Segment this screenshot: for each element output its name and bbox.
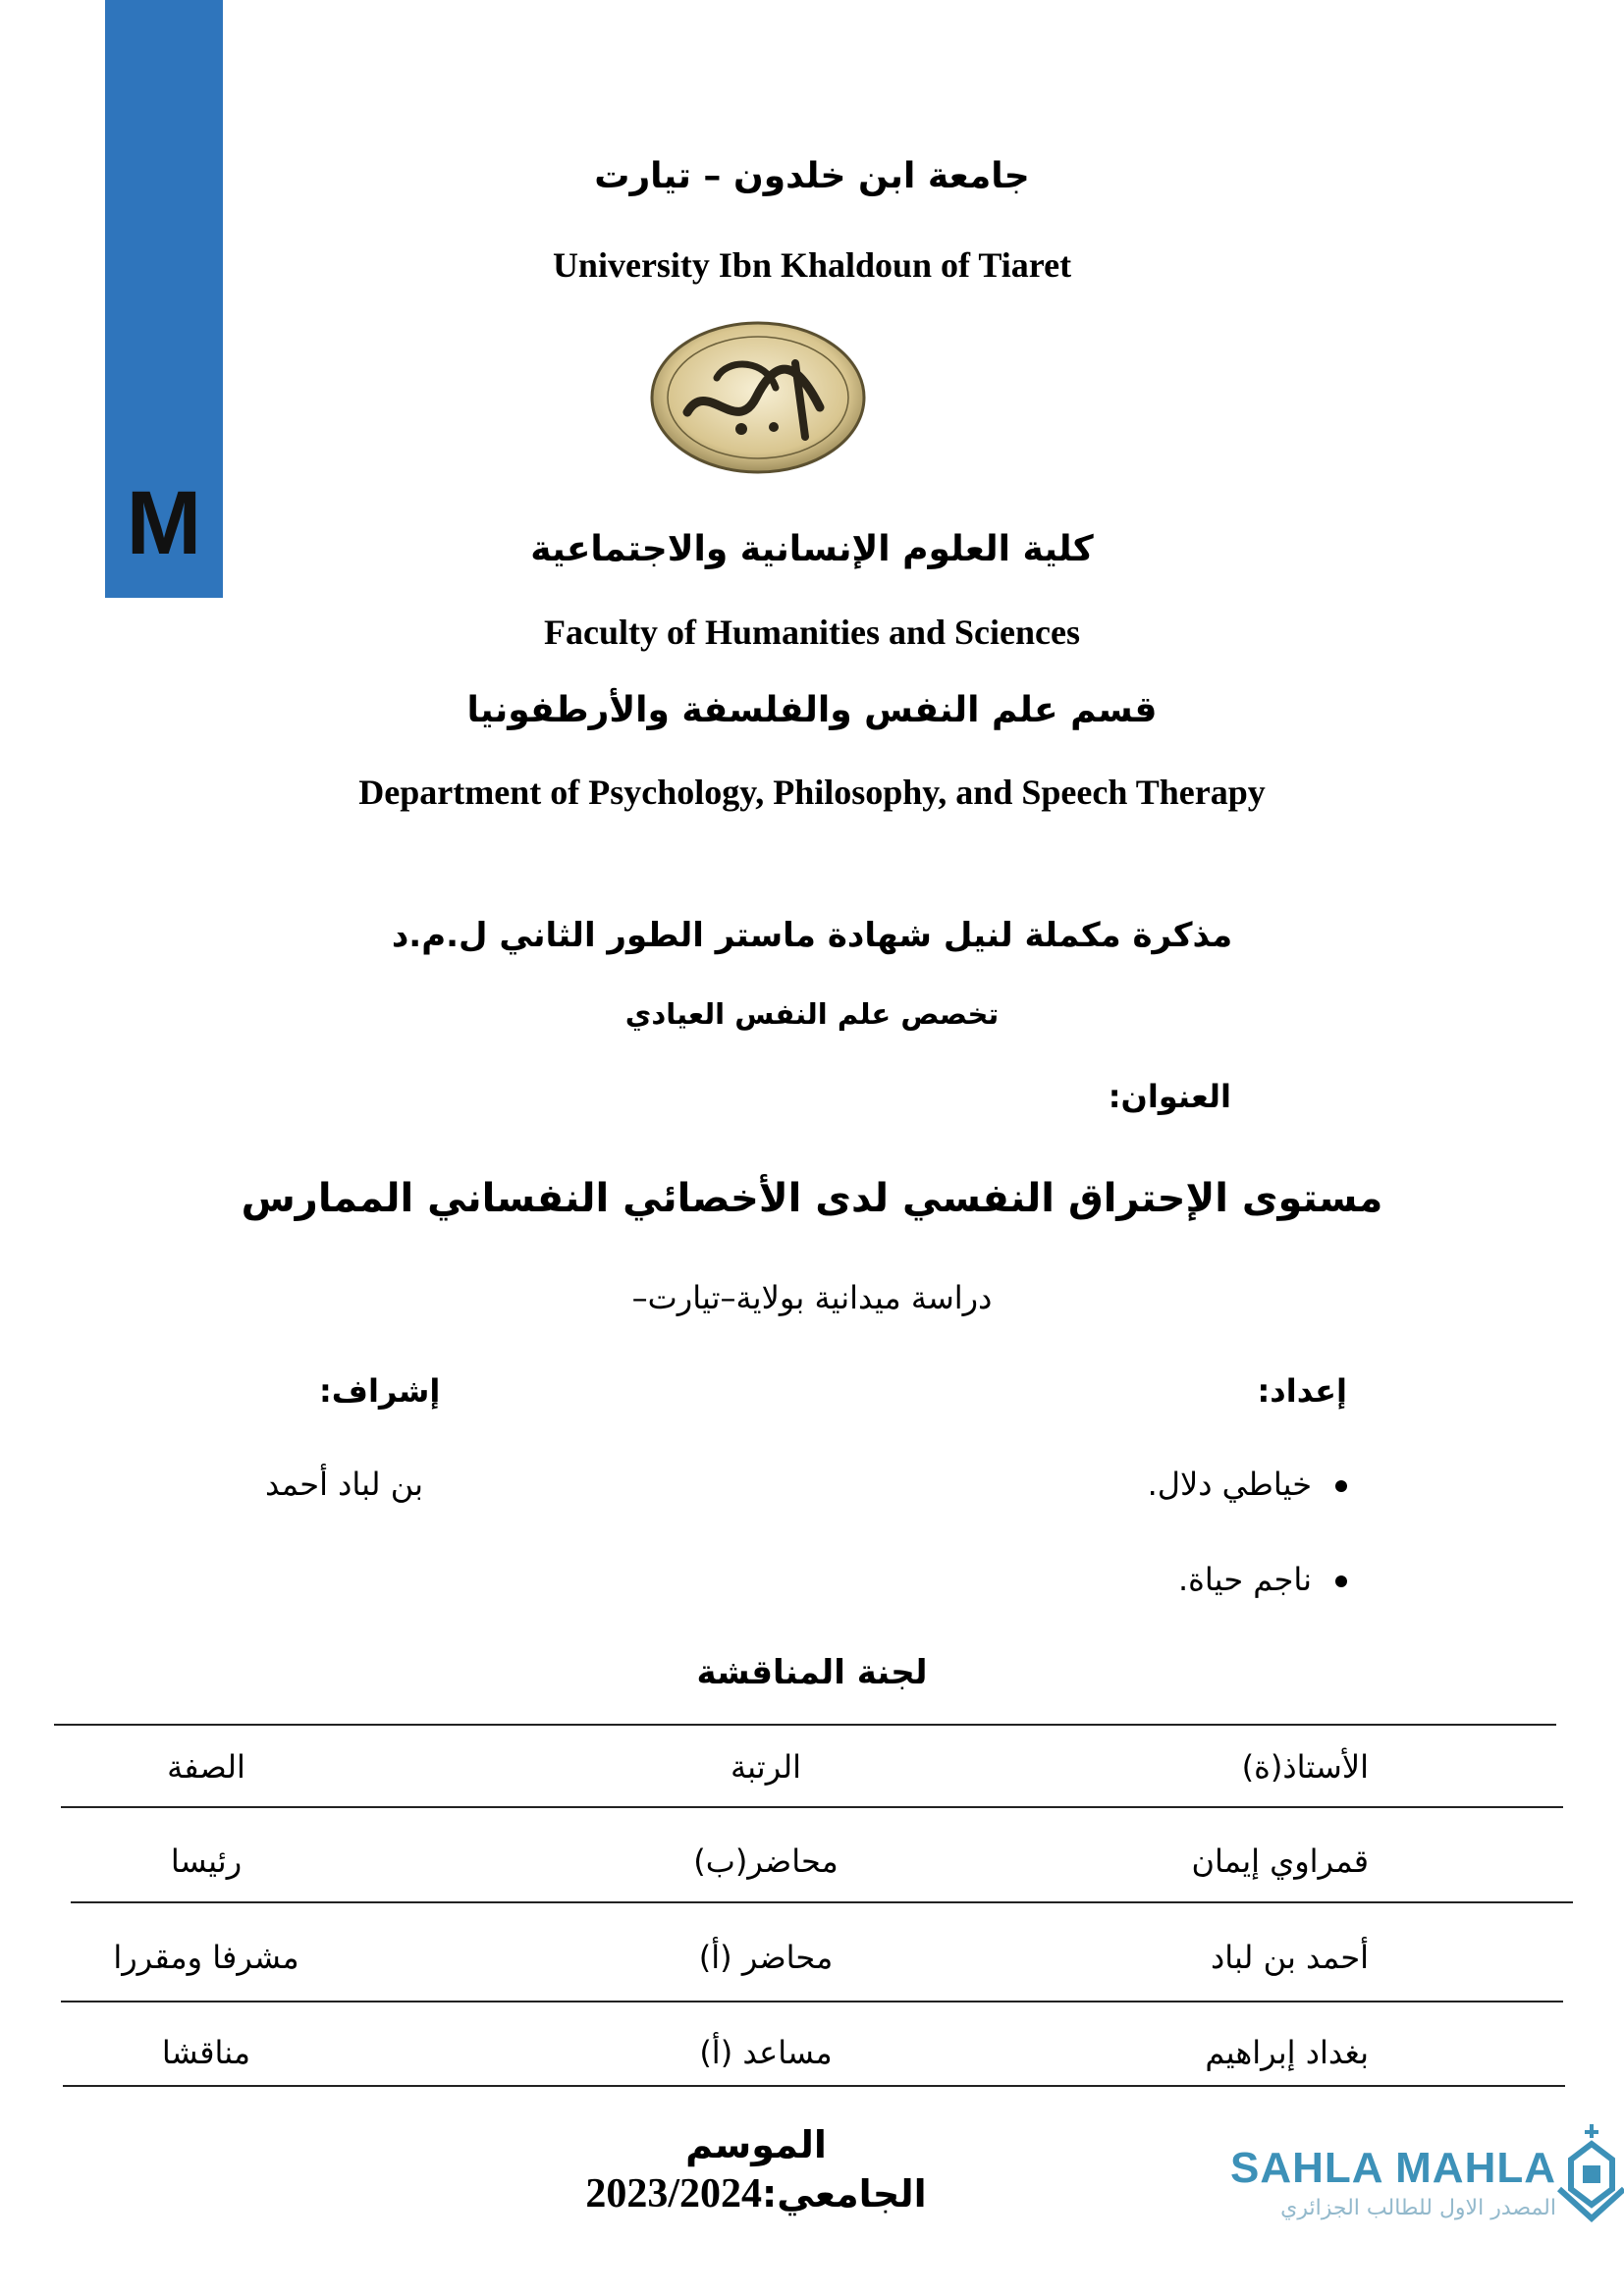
title-label: العنوان: (1108, 1078, 1231, 1115)
specialty: تخصص علم النفس العيادي (624, 997, 1000, 1031)
student-name: خياطي دلال. (1147, 1466, 1312, 1503)
student-item (1148, 1466, 1347, 1503)
memo-description: مذكرة مكملة لنيل شهادة ماستر الطور الثاني ل.م.د (391, 916, 1233, 955)
committee-title: لجنة المناقشة (696, 1653, 928, 1692)
prepared-by-label: إعداد: (1257, 1372, 1347, 1410)
watermark-tagline: المصدر الاول للطالب الجزائري (1280, 2196, 1556, 2220)
table-cell-rank: محاضر (أ) (698, 1939, 834, 1976)
table-cell-name: قمراوي إيمان (1191, 1842, 1369, 1880)
table-divider (71, 1901, 1573, 1903)
thesis-title: مستوى الإحتراق النفسي لدى الأخصائي النفساني الممارس (241, 1176, 1383, 1221)
table-divider (63, 2085, 1565, 2087)
university-name-arabic: جامعة ابن خلدون – تيارت (594, 156, 1030, 196)
bullet-icon (1335, 1575, 1347, 1587)
supervisor-name: بن لباد أحمد (265, 1466, 423, 1503)
student-name: ناجم حياة. (1177, 1561, 1312, 1598)
table-cell-role: مشرفا ومقررا (113, 1939, 299, 1976)
season-label: الموسم الجامعي: (685, 2123, 927, 2216)
table-cell-role: رئيسا (170, 1842, 243, 1880)
table-divider (61, 1806, 1563, 1808)
table-cell-role: مناقشا (161, 2034, 251, 2071)
faculty-name-english: Faculty of Humanities and Sciences (544, 613, 1080, 652)
column-header-role: الصفة (167, 1748, 245, 1786)
season-years: 2023/2024 (585, 2171, 763, 2216)
bullet-icon (1335, 1480, 1347, 1492)
study-location: دراسة ميدانية بولاية–تيارت– (631, 1279, 993, 1316)
watermark-brand: SAHLA MAHLA (1230, 2144, 1556, 2192)
watermark-logo-icon (1551, 2120, 1624, 2228)
department-name-arabic: قسم علم النفس والفلسفة والأرطفونيا (466, 690, 1158, 730)
department-name-english: Department of Psychology, Philosophy, and Speech Therapy (358, 773, 1266, 812)
table-cell-name: بغداد إبراهيم (1205, 2034, 1369, 2071)
university-name-english: University Ibn Khaldoun of Tiaret (552, 245, 1072, 285)
band-letter: M (126, 473, 202, 573)
table-divider (54, 1724, 1556, 1726)
student-item (1178, 1561, 1347, 1598)
column-header-name: الأستاذ(ة) (1241, 1748, 1369, 1786)
table-cell-rank: مساعد (أ) (699, 2034, 833, 2071)
supervision-label: إشراف: (319, 1372, 441, 1410)
faculty-name-arabic: كلية العلوم الإنسانية والاجتماعية (530, 529, 1094, 569)
table-cell-name: أحمد بن لباد (1211, 1939, 1369, 1976)
table-cell-rank: محاضر(ب) (693, 1842, 839, 1880)
university-seal-icon (648, 319, 869, 476)
table-divider (61, 2001, 1563, 2002)
column-header-rank: الرتبة (730, 1748, 801, 1786)
academic-season (520, 2120, 992, 2218)
